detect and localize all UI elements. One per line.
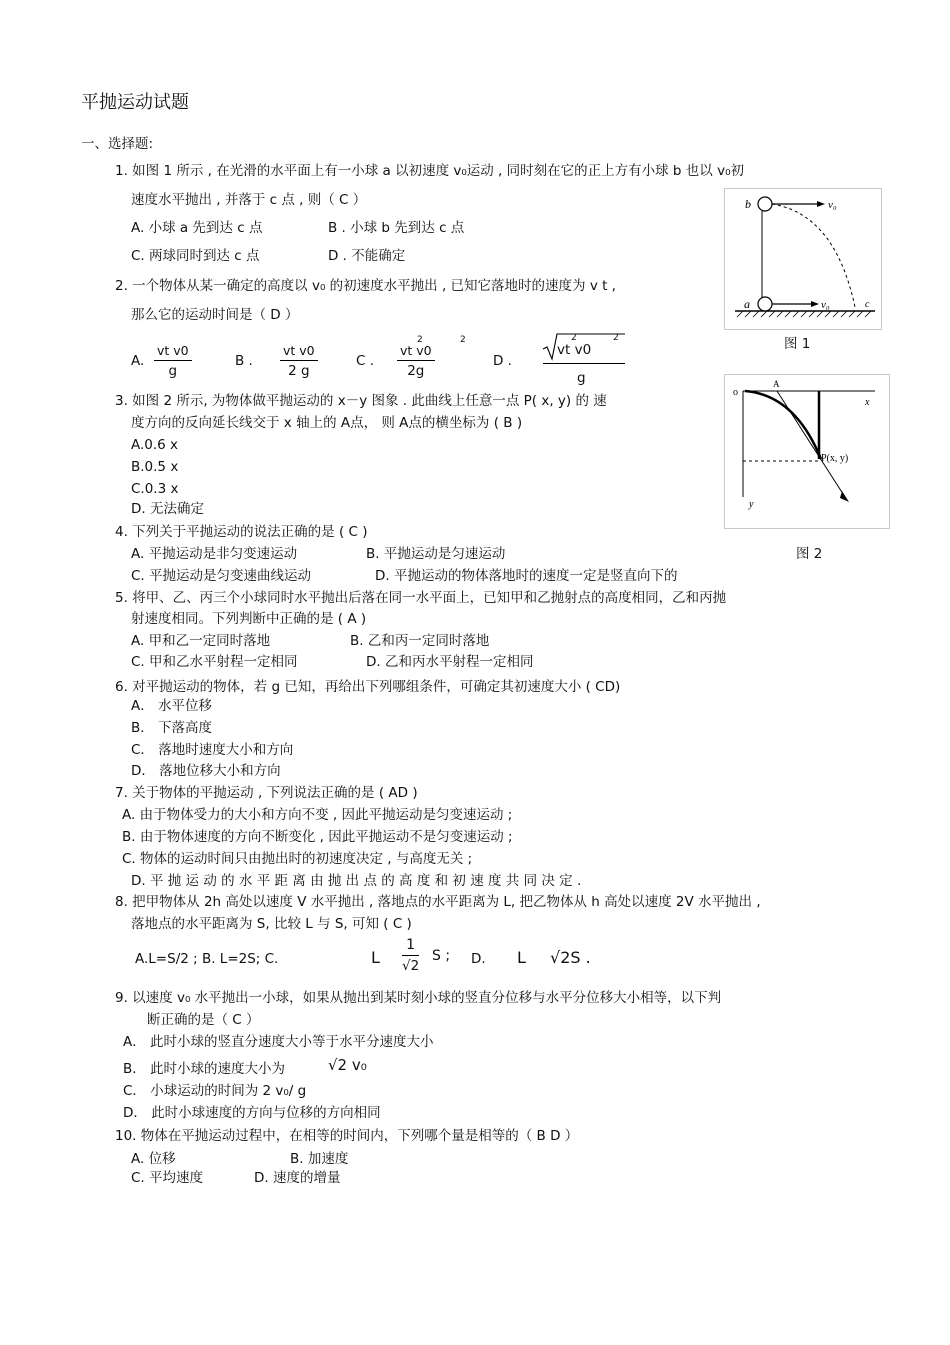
q2-option-d-label: D . [493,353,512,369]
q2-a-denominator: g [168,363,178,379]
figure-2 [724,374,890,529]
q3-stem-line1: 3. 如图 2 所示, 为物体做平抛运动的 x－y 图象 . 此曲线上任意一点 P( x, y) 的 速 [115,393,607,409]
q9-option-c: C． 小球运动的时间为 2 v₀/ g [123,1083,307,1099]
q9-stem-line1: 9. 以速度 v₀ 水平抛出一小球，如果从抛出到某时刻小球的竖直分位移与水平分位移大小相等，以下判 [115,990,722,1006]
q8-option-c-l: L [371,948,380,967]
q3-option-c: C.0.3 x [131,481,179,497]
fig1-label-v0-top: v₀ [828,199,837,211]
q6-stem: 6. 对平抛运动的物体，若 g 已知，再给出下列哪组条件，可确定其初速度大小 ( CD) [115,679,621,695]
fig2-label-p: P(x, y) [821,453,849,464]
q10-option-a: A. 位移 [131,1151,176,1167]
q4-option-a: A. 平抛运动是非匀变速运动 [131,546,298,562]
q2-a-numerator: vt v0 [157,343,189,358]
q2-c-exp2: 2 [460,335,466,345]
fig2-label-x: x [865,397,870,408]
q3-option-d: D. 无法确定 [131,501,204,517]
q2-option-b-fraction [280,343,318,379]
q1-option-a: A. 小球 a 先到达 c 点 [131,220,263,236]
q7-option-c: C. 物体的运动时间只由抛出时的初速度决定 , 与高度无关 ; [122,851,473,867]
q10-stem: 10. 物体在平抛运动过程中，在相等的时间内，下列哪个量是相等的（ B D ） [115,1128,579,1144]
q2-option-a-label: A. [131,353,145,369]
q6-option-c: C． 落地时速度大小和方向 [131,742,294,758]
figure-1-caption: 图 1 [784,336,811,352]
q3-option-b: B.0.5 x [131,459,179,475]
fig1-label-c: c [865,299,870,310]
q2-d-numerator: vt v0 [557,342,592,358]
q8-option-d-l: L [517,948,526,967]
q10-option-b: B. 加速度 [290,1151,349,1167]
q5-option-b: B. 乙和丙一定同时落地 [350,633,490,649]
q5-stem-line2: 射速度相同。下列判断中正确的是 ( A ) [131,611,367,627]
q7-option-d: D. 平 抛 运 动 的 水 平 距 离 由 抛 出 点 的 高 度 和 初 速 度 共 同 决 定 . [131,873,582,889]
q9-stem-line2: 断正确的是（ C ） [147,1012,260,1028]
q2-d-exp2: 2 [613,333,619,343]
q1-option-b: B . 小球 b 先到达 c 点 [328,220,465,236]
fig2-label-o: o [733,387,738,398]
q6-option-b: B． 下落高度 [131,720,213,736]
q2-b-denominator: 2 g [288,363,310,379]
fig1-label-v0-bottom: v₀ [821,299,830,311]
figure-1-drawing [725,189,881,329]
q6-option-d: D． 落地位移大小和方向 [131,763,281,779]
q2-option-c-label: C . [356,353,375,369]
figure-1 [724,188,882,330]
q10-option-c: C. 平均速度 [131,1170,204,1186]
fig2-label-a: A [773,379,780,389]
q8-c-numerator: 1 [406,937,416,953]
fig1-label-a: a [744,297,750,311]
q1-stem-line1: 1. 如图 1 所示 , 在光滑的水平面上有一小球 a 以初速度 v₀运动 , 同时刻在它的正上方有小球 b 也以 v₀初 [115,163,744,179]
q8-c-denominator: √2 [402,958,420,974]
q5-stem-line1: 5. 将甲、乙、丙三个小球同时水平抛出后落在同一水平面上，已知甲和乙抛射点的高度相同，乙和丙抛 [115,590,727,606]
q2-stem-line2: 那么它的运动时间是（ D ） [131,307,299,323]
q7-stem: 7. 关于物体的平抛运动 , 下列说法正确的是 ( AD ) [115,785,418,801]
q8-options-ab: A.L=S/2 ; B. L=2S; C. [135,951,279,967]
q4-stem: 4. 下列关于平抛运动的说法正确的是 ( C ) [115,524,368,540]
q9-option-b-value: √2 v₀ [328,1056,367,1074]
q4-option-c: C. 平抛运动是匀变速曲线运动 [131,568,312,584]
q3-stem-line2: 度方向的反向延长线交于 x 轴上的 A点， 则 A点的横坐标为 ( B ) [131,415,523,431]
q8-option-d-label: D. [471,951,486,967]
q8-stem-line1: 8. 把甲物体从 2h 高处以速度 V 水平抛出 , 落地点的水平距离为 L, 把乙物体从 h 高处以速度 2V 水平抛出 , [115,894,761,910]
q2-d-denominator: g [577,370,586,386]
q2-d-fraction-bar [543,363,625,364]
q3-option-a: A.0.6 x [131,437,179,453]
fig2-label-y: y [749,499,754,510]
q8-option-d-value: √2S . [550,948,591,967]
q2-b-numerator: vt v0 [283,343,315,358]
q2-option-c-fraction [397,343,435,379]
q8-stem-line2: 落地点的水平距离为 S, 比较 L 与 S, 可知 ( C ) [131,916,412,932]
q1-stem-line2: 速度水平抛出 , 并落于 c 点 , 则（ C ） [131,192,367,208]
q6-option-a: A． 水平位移 [131,698,213,714]
section-heading: 一、选择题: [81,136,154,152]
q1-option-d: D . 不能确定 [328,248,406,264]
q5-option-d: D. 乙和丙水平射程一定相同 [366,654,534,670]
q4-option-b: B. 平抛运动是匀速运动 [366,546,506,562]
q2-option-a-fraction [154,343,192,379]
q2-c-numerator: vt v0 [400,343,432,358]
q2-d-exp1: 2 [571,333,577,343]
q5-option-c: C. 甲和乙水平射程一定相同 [131,654,298,670]
q2-c-denominator: 2g [407,363,425,379]
q2-c-exp1: 2 [417,335,423,345]
q2-stem-line1: 2. 一个物体从某一确定的高度以 v₀ 的初速度水平抛出 , 已知它落地时的速度为 v t , [115,278,616,294]
q7-option-a: A. 由于物体受力的大小和方向不变 , 因此平抛运动是匀变速运动 ; [122,807,513,823]
q9-option-a: A． 此时小球的竖直分速度大小等于水平分速度大小 [123,1034,434,1050]
q7-option-b: B. 由于物体速度的方向不断变化 , 因此平抛运动不是匀变速运动 ; [122,829,513,845]
q9-option-d: D． 此时小球速度的方向与位移的方向相同 [123,1105,381,1121]
page-title: 平抛运动试题 [81,92,189,113]
q10-option-d: D. 速度的增量 [254,1170,341,1186]
q8-option-c-fraction [402,937,419,974]
q5-option-a: A. 甲和乙一定同时落地 [131,633,271,649]
figure-2-caption: 图 2 [796,546,823,562]
q4-option-d: D. 平抛运动的物体落地时的速度一定是竖直向下的 [375,568,678,584]
q2-option-b-label: B . [235,353,253,369]
q8-option-c-s: S ; [432,948,451,964]
q9-option-b-text: B． 此时小球的速度大小为 [123,1061,286,1077]
figure-2-drawing [725,375,889,528]
fig1-label-b: b [745,197,751,211]
q1-option-c: C. 两球同时到达 c 点 [131,248,260,264]
